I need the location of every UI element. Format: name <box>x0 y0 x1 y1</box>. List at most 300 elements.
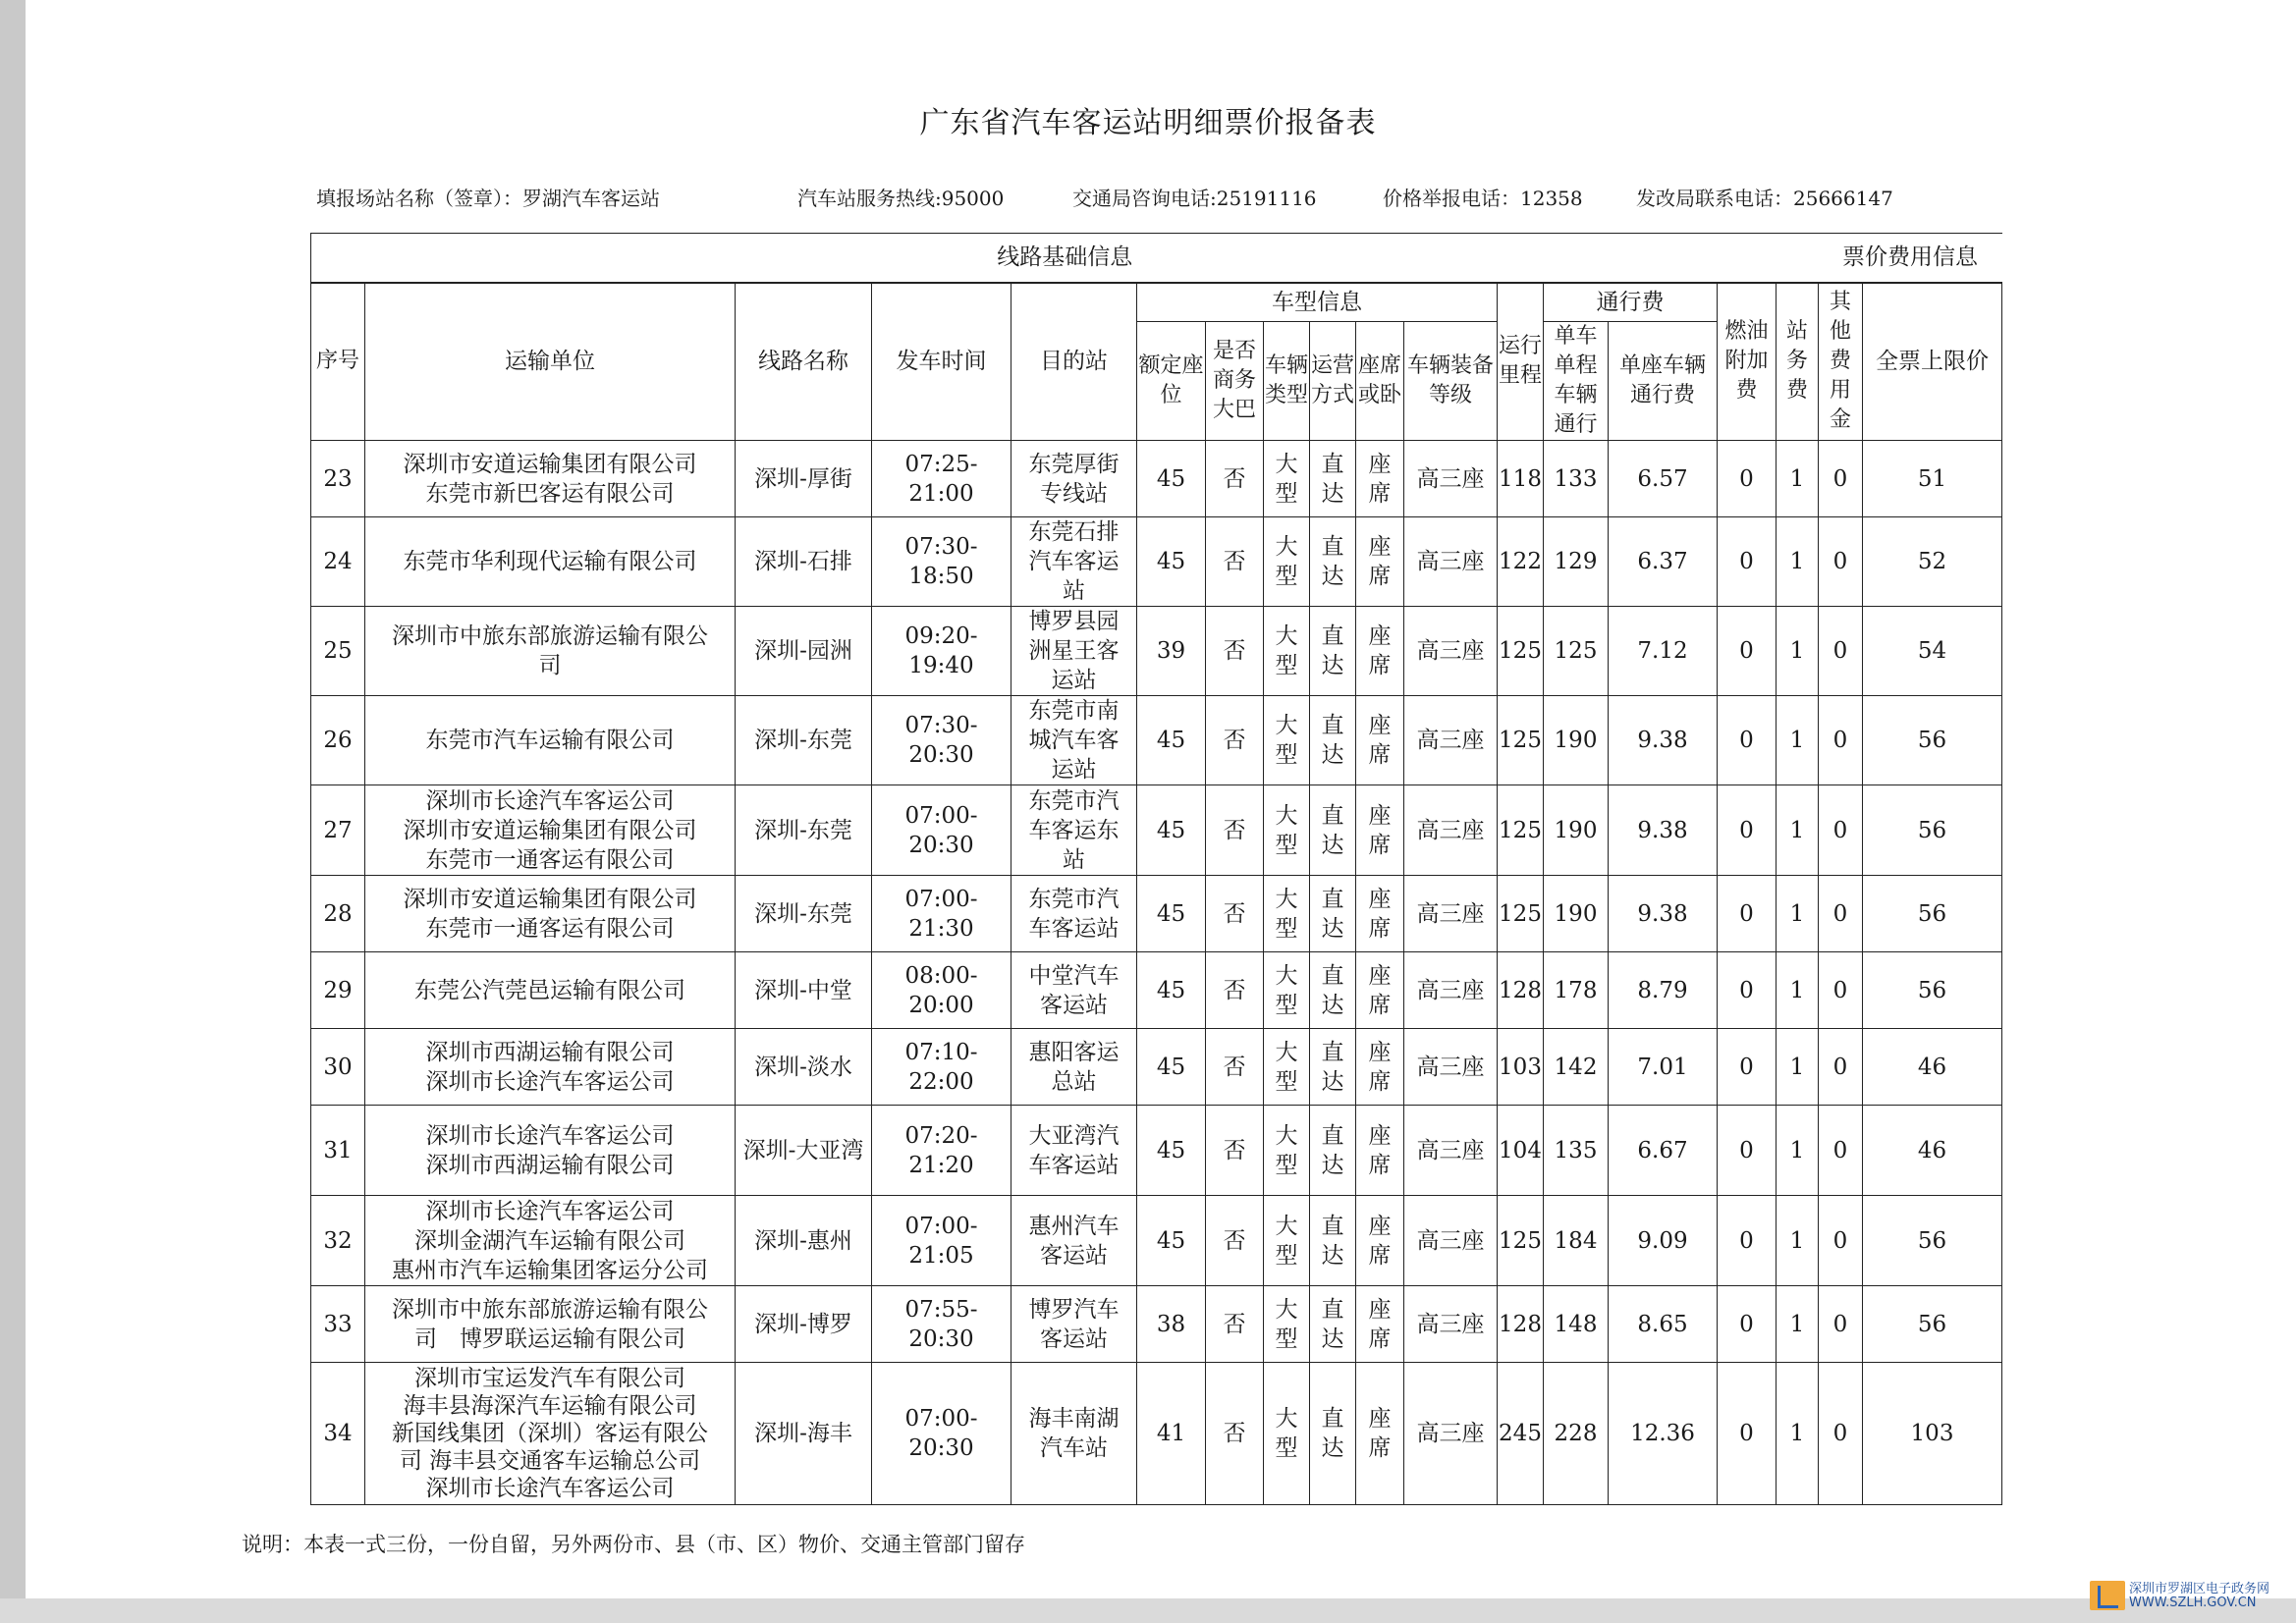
cell-route: 深圳-淡水 <box>736 1029 872 1106</box>
cell-company-line: 深圳市中旅东部旅游运输有限公 <box>392 623 708 649</box>
cell-vtype: 大型 <box>1264 952 1310 1029</box>
cell-station-fee: 1 <box>1777 696 1819 785</box>
cell-seat: 座席 <box>1356 1196 1404 1286</box>
cell-time-line: 20:30 <box>908 832 974 858</box>
cell-dest <box>1011 785 1137 876</box>
cell-fuel: 0 <box>1718 876 1777 952</box>
cell-time <box>872 876 1011 952</box>
scan-border-left <box>0 0 26 1623</box>
cell-time-line: 20:30 <box>908 1325 974 1352</box>
cell-company-line: 深圳市长途汽车客运公司 <box>425 787 675 814</box>
table-row <box>311 696 2002 785</box>
cell-other: 0 <box>1819 876 1863 952</box>
cell-max-price: 52 <box>1863 517 2002 607</box>
ndrc-hotline: 发改局联系电话：25666147 <box>1636 187 1893 210</box>
cell-mode: 直达 <box>1310 785 1356 876</box>
cell-max-price: 56 <box>1863 696 2002 785</box>
cell-toll: 190 <box>1544 785 1609 876</box>
cell-company <box>365 517 736 607</box>
header-company: 运输单位 <box>365 283 736 441</box>
cell-company <box>365 1363 736 1505</box>
cell-other: 0 <box>1819 1196 1863 1286</box>
cell-seq: 32 <box>311 1196 365 1286</box>
cell-other: 0 <box>1819 785 1863 876</box>
cell-vtype: 大型 <box>1264 607 1310 696</box>
cell-other: 0 <box>1819 1029 1863 1106</box>
header-grade: 车辆装备等级 <box>1404 322 1498 441</box>
station-name: 填报场站名称（签章）：罗湖汽车客运站 <box>316 187 660 210</box>
cell-fuel: 0 <box>1718 517 1777 607</box>
cell-route: 深圳-园洲 <box>736 607 872 696</box>
cell-seats: 45 <box>1137 952 1206 1029</box>
header-seat-kind: 座席或卧 <box>1356 322 1404 441</box>
cell-business: 否 <box>1206 1286 1264 1363</box>
cell-business: 否 <box>1206 1196 1264 1286</box>
cell-station-fee: 1 <box>1777 441 1819 517</box>
cell-time <box>872 1106 1011 1196</box>
cell-dest-line: 专线站 <box>1040 480 1108 507</box>
cell-seat: 座席 <box>1356 876 1404 952</box>
cell-other: 0 <box>1819 696 1863 785</box>
cell-time-line: 22:00 <box>908 1068 974 1095</box>
cell-station-fee: 1 <box>1777 517 1819 607</box>
cell-toll: 135 <box>1544 1106 1609 1196</box>
cell-mode: 直达 <box>1310 1106 1356 1196</box>
site-url: WWW.SZLH.GOV.CN <box>2129 1596 2257 1610</box>
cell-dest <box>1011 1286 1137 1363</box>
cell-time-line: 07:10- <box>904 1039 978 1065</box>
header-fuel: 燃油附加费 <box>1718 283 1777 441</box>
cell-time-line: 20:30 <box>908 1435 974 1461</box>
cell-grade: 高三座 <box>1404 696 1498 785</box>
cell-toll-seat: 9.38 <box>1609 696 1718 785</box>
cell-toll: 178 <box>1544 952 1609 1029</box>
cell-route: 深圳-东莞 <box>736 696 872 785</box>
cell-time-line: 21:20 <box>908 1152 974 1178</box>
cell-toll-seat: 6.57 <box>1609 441 1718 517</box>
cell-dest <box>1011 1196 1137 1286</box>
cell-route: 深圳-石排 <box>736 517 872 607</box>
page-title: 广东省汽车客运站明细票价报备表 <box>919 106 1377 140</box>
cell-station-fee: 1 <box>1777 785 1819 876</box>
cell-dest-line: 车客运站 <box>1028 1152 1120 1178</box>
cell-time-line: 19:40 <box>908 653 974 678</box>
fare-table <box>310 233 2002 1505</box>
cell-time <box>872 1029 1011 1106</box>
cell-other: 0 <box>1819 1286 1863 1363</box>
cell-company <box>365 607 736 696</box>
cell-dest-line: 运站 <box>1051 757 1097 783</box>
cell-time <box>872 441 1011 517</box>
cell-company-line: 惠州市汽车运输集团客运分公司 <box>392 1257 708 1283</box>
cell-dest-line: 惠州汽车 <box>1028 1213 1120 1239</box>
cell-vtype: 大型 <box>1264 517 1310 607</box>
cell-distance: 125 <box>1498 785 1544 876</box>
cell-toll: 228 <box>1544 1363 1609 1505</box>
table-row <box>311 517 2002 607</box>
cell-distance: 128 <box>1498 1286 1544 1363</box>
cell-dest <box>1011 441 1137 517</box>
cell-dest <box>1011 517 1137 607</box>
cell-grade: 高三座 <box>1404 1363 1498 1505</box>
cell-company <box>365 1196 736 1286</box>
cell-max-price: 46 <box>1863 1106 2002 1196</box>
cell-company-line: 司 博罗联运运输有限公司 <box>414 1325 685 1352</box>
cell-company <box>365 441 736 517</box>
cell-vtype: 大型 <box>1264 876 1310 952</box>
price-hotline: 价格举报电话：12358 <box>1383 187 1583 210</box>
cell-station-fee: 1 <box>1777 1196 1819 1286</box>
cell-company-line: 东莞公汽莞邑运输有限公司 <box>414 977 685 1003</box>
cell-distance: 125 <box>1498 1196 1544 1286</box>
cell-max-price: 56 <box>1863 1286 2002 1363</box>
header-vehicle-group: 车型信息 <box>1137 283 1498 322</box>
cell-company-line: 海丰县海深汽车运输有限公司 <box>403 1393 697 1419</box>
cell-mode: 直达 <box>1310 1196 1356 1286</box>
cell-company-line: 深圳金湖汽车运输有限公司 <box>414 1227 685 1254</box>
cell-fuel: 0 <box>1718 441 1777 517</box>
cell-toll: 148 <box>1544 1286 1609 1363</box>
cell-dest-line: 客运站 <box>1040 1325 1108 1352</box>
cell-mode: 直达 <box>1310 441 1356 517</box>
cell-time <box>872 1196 1011 1286</box>
cell-seat: 座席 <box>1356 696 1404 785</box>
header-route: 线路名称 <box>736 283 872 441</box>
cell-seat: 座席 <box>1356 517 1404 607</box>
cell-route: 深圳-厚街 <box>736 441 872 517</box>
table-row <box>311 1106 2002 1196</box>
cell-other: 0 <box>1819 607 1863 696</box>
table-row <box>311 1286 2002 1363</box>
cell-distance: 104 <box>1498 1106 1544 1196</box>
cell-seats: 45 <box>1137 876 1206 952</box>
cell-dest-line: 城汽车客 <box>1028 728 1120 753</box>
table-row <box>311 952 2002 1029</box>
cell-company-line: 深圳市长途汽车客运公司 <box>425 1198 675 1224</box>
header-seq: 序号 <box>311 283 365 441</box>
cell-dest-line: 东莞厚街 <box>1028 451 1120 477</box>
cell-dest <box>1011 696 1137 785</box>
cell-business: 否 <box>1206 952 1264 1029</box>
cell-toll: 125 <box>1544 607 1609 696</box>
table-row <box>311 1029 2002 1106</box>
header-seats: 额定座位 <box>1137 322 1206 441</box>
cell-company-line: 司 <box>538 653 562 678</box>
cell-distance: 245 <box>1498 1363 1544 1505</box>
cell-mode: 直达 <box>1310 1286 1356 1363</box>
cell-company-line: 新国线集团（深圳）客运有限公 <box>392 1421 708 1446</box>
cell-business: 否 <box>1206 785 1264 876</box>
cell-time-line: 07:00- <box>904 1213 978 1239</box>
table-row <box>311 785 2002 876</box>
cell-company-line: 东莞市华利现代运输有限公司 <box>403 549 697 574</box>
cell-dest-line: 博罗汽车 <box>1028 1296 1120 1323</box>
cell-dest <box>1011 1106 1137 1196</box>
cell-time-line: 07:00- <box>904 886 978 912</box>
cell-max-price: 56 <box>1863 785 2002 876</box>
table-row <box>311 607 2002 696</box>
cell-toll-seat: 7.12 <box>1609 607 1718 696</box>
cell-max-price: 56 <box>1863 952 2002 1029</box>
cell-grade: 高三座 <box>1404 1029 1498 1106</box>
cell-seats: 38 <box>1137 1286 1206 1363</box>
cell-max-price: 103 <box>1863 1363 2002 1505</box>
cell-dest-line: 洲星王客 <box>1028 638 1120 664</box>
cell-mode: 直达 <box>1310 876 1356 952</box>
cell-company-line: 深圳市西湖运输有限公司 <box>425 1039 675 1065</box>
cell-dest-line: 汽车站 <box>1040 1435 1108 1461</box>
cell-dest <box>1011 1029 1137 1106</box>
cell-time-line: 20:00 <box>908 992 974 1018</box>
cell-company <box>365 785 736 876</box>
site-name: 深圳市罗湖区电子政务网 <box>2129 1582 2270 1596</box>
cell-vtype: 大型 <box>1264 1286 1310 1363</box>
cell-mode: 直达 <box>1310 517 1356 607</box>
header-max-price: 全票上限价 <box>1863 283 2002 441</box>
header-other: 其他费用金 <box>1819 283 1863 441</box>
cell-time-line: 07:00- <box>904 1406 978 1432</box>
cell-toll-seat: 6.67 <box>1609 1106 1718 1196</box>
cell-time <box>872 696 1011 785</box>
cell-dest <box>1011 607 1137 696</box>
cell-dest-line: 东莞市南 <box>1028 698 1120 724</box>
cell-station-fee: 1 <box>1777 1286 1819 1363</box>
cell-fuel: 0 <box>1718 1029 1777 1106</box>
cell-company-line: 司 海丰县交通客车运输总公司 <box>399 1448 701 1474</box>
cell-dest-line: 车客运站 <box>1028 915 1120 942</box>
cell-dest <box>1011 952 1137 1029</box>
cell-dest <box>1011 876 1137 952</box>
cell-dest-line: 站 <box>1063 846 1085 873</box>
cell-toll-seat: 12.36 <box>1609 1363 1718 1505</box>
cell-time-line: 07:20- <box>904 1122 978 1149</box>
cell-grade: 高三座 <box>1404 1286 1498 1363</box>
cell-mode: 直达 <box>1310 696 1356 785</box>
cell-other: 0 <box>1819 441 1863 517</box>
cell-company-line: 深圳市中旅东部旅游运输有限公 <box>392 1296 708 1323</box>
cell-business: 否 <box>1206 517 1264 607</box>
cell-station-fee: 1 <box>1777 607 1819 696</box>
header-toll-group: 通行费 <box>1544 283 1718 322</box>
cell-max-price: 56 <box>1863 1196 2002 1286</box>
table-row <box>311 441 2002 517</box>
cell-seats: 45 <box>1137 1196 1206 1286</box>
cell-other: 0 <box>1819 517 1863 607</box>
cell-seat: 座席 <box>1356 441 1404 517</box>
cell-business: 否 <box>1206 696 1264 785</box>
cell-grade: 高三座 <box>1404 441 1498 517</box>
cell-time <box>872 517 1011 607</box>
cell-dest <box>1011 1363 1137 1505</box>
cell-fuel: 0 <box>1718 1106 1777 1196</box>
cell-seq: 27 <box>311 785 365 876</box>
cell-dest-line: 海丰南湖 <box>1028 1406 1120 1432</box>
cell-seq: 34 <box>311 1363 365 1505</box>
cell-distance: 103 <box>1498 1029 1544 1106</box>
cell-time-line: 07:30- <box>904 713 978 738</box>
cell-dest-line: 大亚湾汽 <box>1028 1122 1120 1149</box>
cell-seat: 座席 <box>1356 1363 1404 1505</box>
cell-toll-seat: 8.65 <box>1609 1286 1718 1363</box>
cell-company <box>365 1029 736 1106</box>
cell-fuel: 0 <box>1718 785 1777 876</box>
cell-time-line: 07:30- <box>904 534 978 560</box>
cell-distance: 125 <box>1498 607 1544 696</box>
cell-dest-line: 车客运东 <box>1028 817 1120 843</box>
cell-business: 否 <box>1206 1029 1264 1106</box>
cell-seq: 26 <box>311 696 365 785</box>
cell-dest-line: 中堂汽车 <box>1028 962 1120 989</box>
cell-company-line: 东莞市一通客运有限公司 <box>425 915 675 942</box>
cell-fuel: 0 <box>1718 952 1777 1029</box>
site-watermark <box>2129 1583 2269 1610</box>
cell-company <box>365 696 736 785</box>
footnote: 说明：本表一式三份，一份自留，另外两份市、县（市、区）物价、交通主管部门留存 <box>242 1533 1025 1556</box>
cell-company <box>365 952 736 1029</box>
cell-toll-seat: 9.09 <box>1609 1196 1718 1286</box>
cell-fuel: 0 <box>1718 1286 1777 1363</box>
cell-dest-line: 东莞石排 <box>1028 519 1120 545</box>
cell-company <box>365 1106 736 1196</box>
cell-distance: 125 <box>1498 696 1544 785</box>
header-vtype: 车辆类型 <box>1264 322 1310 441</box>
cell-station-fee: 1 <box>1777 876 1819 952</box>
cell-company <box>365 876 736 952</box>
cell-mode: 直达 <box>1310 1029 1356 1106</box>
cell-other: 0 <box>1819 952 1863 1029</box>
cell-grade: 高三座 <box>1404 785 1498 876</box>
header-toll-seat: 单座车辆通行费 <box>1609 322 1718 441</box>
cell-mode: 直达 <box>1310 1363 1356 1505</box>
cell-grade: 高三座 <box>1404 952 1498 1029</box>
cell-other: 0 <box>1819 1106 1863 1196</box>
cell-time <box>872 952 1011 1029</box>
cell-vtype: 大型 <box>1264 441 1310 517</box>
cell-vtype: 大型 <box>1264 1106 1310 1196</box>
cell-company-line: 深圳市安道运输集团有限公司 <box>403 451 697 477</box>
cell-company-line: 深圳市宝运发汽车有限公司 <box>414 1366 685 1391</box>
cell-time-line: 07:25- <box>904 451 978 477</box>
cell-dest-line: 东莞市汽 <box>1028 886 1120 912</box>
cell-time-line: 08:00- <box>904 962 978 989</box>
cell-seats: 45 <box>1137 517 1206 607</box>
cell-distance: 118 <box>1498 441 1544 517</box>
cell-max-price: 46 <box>1863 1029 2002 1106</box>
cell-fuel: 0 <box>1718 696 1777 785</box>
cell-route: 深圳-海丰 <box>736 1363 872 1505</box>
cell-vtype: 大型 <box>1264 1196 1310 1286</box>
cell-business: 否 <box>1206 607 1264 696</box>
cell-seq: 24 <box>311 517 365 607</box>
cell-company-line: 深圳市西湖运输有限公司 <box>425 1152 675 1178</box>
cell-company-line: 东莞市一通客运有限公司 <box>425 846 675 873</box>
cell-toll: 133 <box>1544 441 1609 517</box>
cell-dest-line: 惠阳客运 <box>1028 1039 1120 1065</box>
cell-seq: 33 <box>311 1286 365 1363</box>
cell-distance: 128 <box>1498 952 1544 1029</box>
cell-station-fee: 1 <box>1777 952 1819 1029</box>
cell-toll-seat: 9.38 <box>1609 785 1718 876</box>
cell-toll-seat: 7.01 <box>1609 1029 1718 1106</box>
cell-time <box>872 1286 1011 1363</box>
service-hotline: 汽车站服务热线:95000 <box>797 187 1005 210</box>
cell-fuel: 0 <box>1718 1196 1777 1286</box>
cell-toll: 142 <box>1544 1029 1609 1106</box>
cell-time <box>872 1363 1011 1505</box>
cell-dest-line: 运站 <box>1051 668 1097 693</box>
header-station-fee: 站务费 <box>1777 283 1819 441</box>
transport-hotline: 交通局咨询电话:25191116 <box>1072 187 1317 210</box>
cell-time-line: 20:30 <box>908 742 974 768</box>
header-distance: 运行里程 <box>1498 283 1544 441</box>
cell-grade: 高三座 <box>1404 517 1498 607</box>
cell-route: 深圳-中堂 <box>736 952 872 1029</box>
cell-toll: 129 <box>1544 517 1609 607</box>
header-depart: 发车时间 <box>872 283 1011 441</box>
cell-business: 否 <box>1206 441 1264 517</box>
cell-company-line: 东莞市汽车运输有限公司 <box>425 728 675 753</box>
cell-time <box>872 607 1011 696</box>
cell-toll: 190 <box>1544 696 1609 785</box>
cell-time-line: 18:50 <box>908 564 974 589</box>
cell-fuel: 0 <box>1718 607 1777 696</box>
cell-business: 否 <box>1206 1106 1264 1196</box>
cell-distance: 125 <box>1498 876 1544 952</box>
cell-seq: 30 <box>311 1029 365 1106</box>
cell-dest-line: 汽车客运 <box>1028 549 1120 574</box>
cell-toll: 190 <box>1544 876 1609 952</box>
cell-time-line: 07:55- <box>904 1296 978 1323</box>
cell-route: 深圳-惠州 <box>736 1196 872 1286</box>
cell-seat: 座席 <box>1356 607 1404 696</box>
cell-dest-line: 东莞市汽 <box>1028 787 1120 814</box>
cell-company-line: 深圳市长途汽车客运公司 <box>425 1068 675 1095</box>
cell-route: 深圳-东莞 <box>736 876 872 952</box>
header-toll-single: 单车单程车辆通行 <box>1544 322 1609 441</box>
cell-business: 否 <box>1206 1363 1264 1505</box>
cell-dest-line: 客运站 <box>1040 992 1108 1018</box>
cell-seq: 31 <box>311 1106 365 1196</box>
cell-other: 0 <box>1819 1363 1863 1505</box>
cell-toll-seat: 6.37 <box>1609 517 1718 607</box>
cell-toll-seat: 9.38 <box>1609 876 1718 952</box>
cell-grade: 高三座 <box>1404 607 1498 696</box>
cell-route: 深圳-大亚湾 <box>736 1106 872 1196</box>
cell-seats: 45 <box>1137 696 1206 785</box>
header-mode: 运营方式 <box>1310 322 1356 441</box>
cell-time-line: 21:05 <box>908 1242 974 1269</box>
cell-station-fee: 1 <box>1777 1363 1819 1505</box>
cell-time-line: 07:00- <box>904 802 978 829</box>
cell-mode: 直达 <box>1310 607 1356 696</box>
cell-seats: 45 <box>1137 785 1206 876</box>
cell-time <box>872 785 1011 876</box>
cell-grade: 高三座 <box>1404 1196 1498 1286</box>
cell-station-fee: 1 <box>1777 1106 1819 1196</box>
cell-dest-line: 总站 <box>1051 1068 1097 1095</box>
cell-vtype: 大型 <box>1264 696 1310 785</box>
cell-route: 深圳-东莞 <box>736 785 872 876</box>
cell-time-line: 21:00 <box>908 480 974 507</box>
cell-seq: 23 <box>311 441 365 517</box>
cell-seat: 座席 <box>1356 1029 1404 1106</box>
cell-company-line: 深圳市长途汽车客运公司 <box>425 1122 675 1149</box>
cell-seats: 45 <box>1137 1029 1206 1106</box>
cell-dest-line: 站 <box>1063 578 1085 604</box>
cell-max-price: 51 <box>1863 441 2002 517</box>
scan-border-bottom <box>0 1598 2296 1623</box>
cell-seat: 座席 <box>1356 785 1404 876</box>
